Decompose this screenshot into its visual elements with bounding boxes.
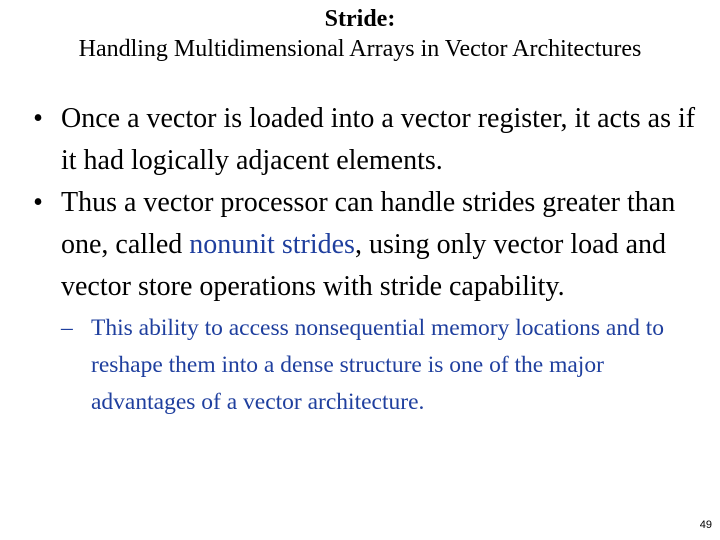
bullet-item-2 (28, 182, 708, 308)
sub-bullet-marker: – (61, 315, 73, 341)
bullet-text-after: , using only vector load and vector store operations with stride capability. (61, 229, 667, 302)
bullet-marker: • (33, 103, 43, 134)
bullet-text: Once a vector is loaded into a vector register, it acts as if it had logically adjacent elements. (61, 103, 696, 176)
bullet-item-1 (28, 98, 708, 182)
title-line-1: Stride: (324, 6, 396, 32)
bullet-list (28, 98, 708, 421)
slide-title (0, 4, 720, 64)
title-line-2: Handling Multidimensional Arrays in Vector Architectures (78, 36, 642, 62)
sub-bullet-text: This ability to access nonsequential memory locations and to reshape them into a dense structure is one of the major advantages of a vector architecture. (91, 315, 665, 415)
bullet-marker: • (33, 187, 43, 218)
page-number: 49 (699, 519, 712, 531)
sub-bullet-item (61, 310, 708, 421)
highlight-term: nonunit strides (189, 229, 355, 260)
bullet-text-before: Thus a vector processor can handle strides greater than one, called (61, 187, 676, 260)
